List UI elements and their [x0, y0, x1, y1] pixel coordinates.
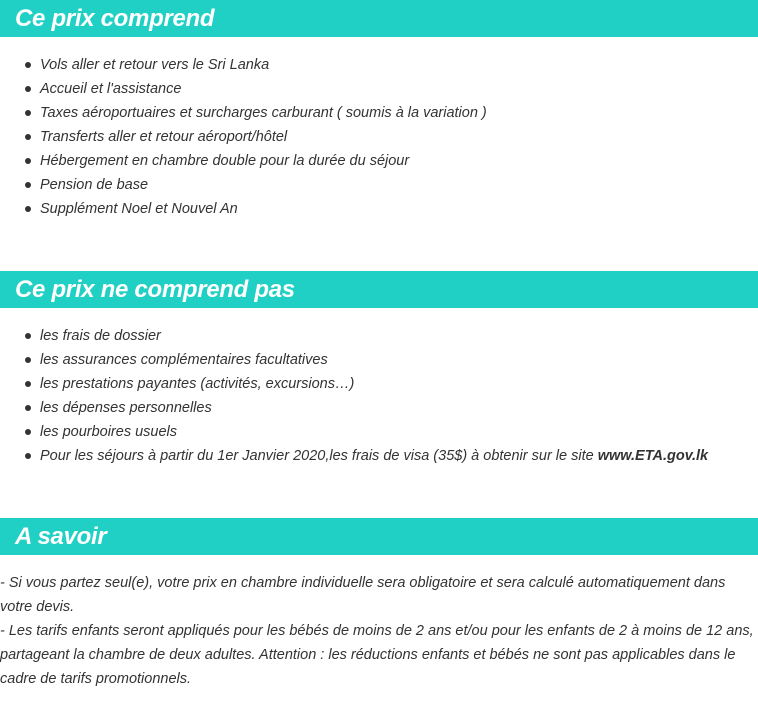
list-item: Vols aller et retour vers le Sri Lanka [24, 53, 758, 77]
list-item: Hébergement en chambre double pour la durée du séjour [24, 149, 758, 173]
bullet-icon [25, 110, 31, 116]
bullet-icon [25, 405, 31, 411]
section-title-good-to-know: A savoir [15, 522, 107, 550]
list-item: Taxes aéroportuaires et surcharges carburant ( soumis à la variation ) [24, 101, 758, 125]
list-item: Supplément Noel et Nouvel An [24, 197, 758, 221]
list-item: les pourboires usuels [24, 420, 758, 444]
section-title-excluded: Ce prix ne comprend pas [15, 275, 295, 303]
excluded-list [0, 324, 758, 468]
section-title-included: Ce prix comprend [15, 4, 215, 32]
list-item: Pension de base [24, 173, 758, 197]
included-list [0, 53, 758, 221]
bullet-icon [25, 453, 31, 459]
list-item: les frais de dossier [24, 324, 758, 348]
bullet-icon [25, 62, 31, 68]
list-item-visa: Pour les séjours à partir du 1er Janvier 2020,les frais de visa (35$) à obtenir sur le site www.ETA.gov.lk [24, 444, 758, 468]
good-to-know-notes [0, 571, 756, 691]
section-header-good-to-know [0, 518, 758, 555]
bullet-icon [25, 333, 31, 339]
eta-website-link[interactable]: www.ETA.gov.lk [597, 448, 709, 464]
section-header-excluded [0, 271, 758, 308]
note-paragraph: - Si vous partez seul(e), votre prix en chambre individuelle sera obligatoire et sera calculé automatiquement dans votre devis. [0, 575, 726, 615]
bullet-icon [25, 357, 31, 363]
section-header-included [0, 0, 758, 37]
note-paragraph: - Les tarifs enfants seront appliqués pour les bébés de moins de 2 ans et/ou pour les enfants de 2 à moins de 12 ans, partageant la chambre de deux adultes. Attention : les réductions enfants et bébés ne sont pas applicables dans le cadre de tarifs promotionnels. [0, 623, 754, 687]
list-item: les prestations payantes (activités, excursions…) [24, 372, 758, 396]
list-item: les dépenses personnelles [24, 396, 758, 420]
bullet-icon [25, 86, 31, 92]
list-item: Transferts aller et retour aéroport/hôtel [24, 125, 758, 149]
list-item: les assurances complémentaires facultatives [24, 348, 758, 372]
bullet-icon [25, 134, 31, 140]
bullet-icon [25, 381, 31, 387]
bullet-icon [25, 206, 31, 212]
bullet-icon [25, 429, 31, 435]
bullet-icon [25, 158, 31, 164]
bullet-icon [25, 182, 31, 188]
list-item: Accueil et l'assistance [24, 77, 758, 101]
